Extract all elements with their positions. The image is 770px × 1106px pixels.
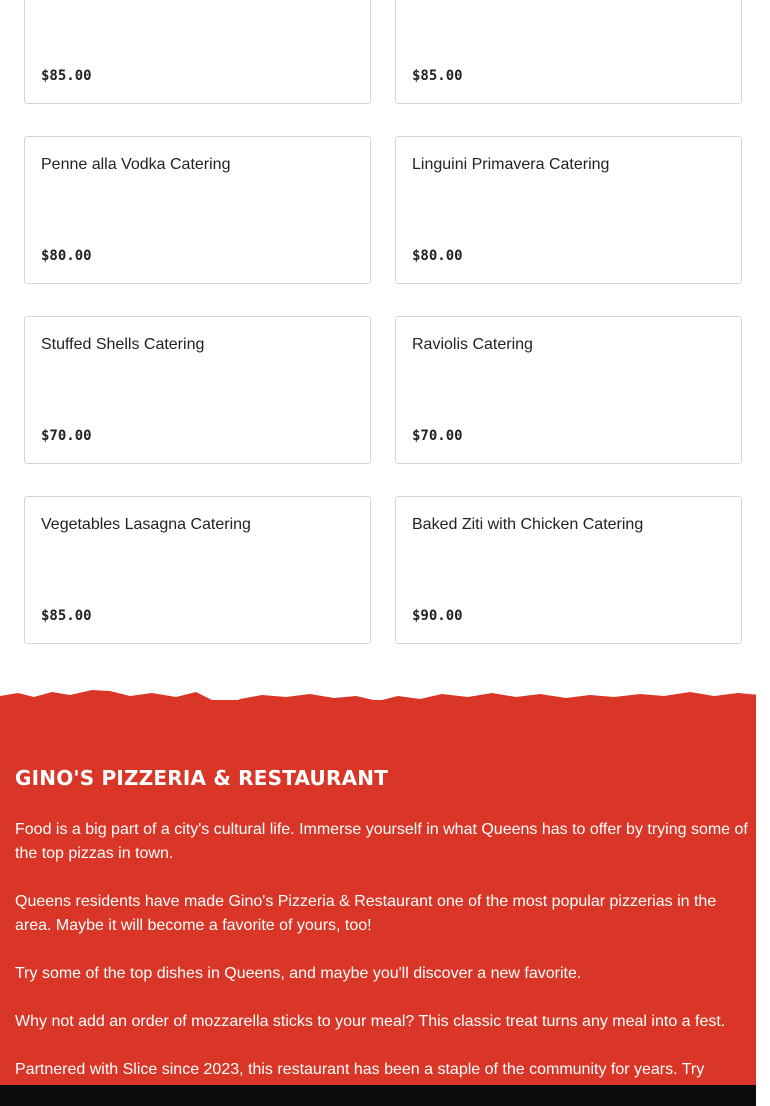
footer-paragraph: Food is a big part of a city's cultural life. Immerse yourself in what Queens has to offer by trying some of the top pizzas in town.	[15, 821, 748, 862]
page-right-edge	[756, 0, 770, 1106]
menu-item-card[interactable]	[24, 136, 371, 284]
bottom-bar	[0, 1085, 770, 1106]
menu-item-card[interactable]	[395, 136, 742, 284]
footer-paragraph: Why not add an order of mozzarella sticks to your meal? This classic treat turns any meal into a fest.	[15, 1013, 726, 1030]
menu-item-title: Penne alla Vodka Catering	[41, 156, 231, 173]
menu-item-title: Baked Ziti with Chicken Catering	[412, 516, 644, 533]
menu-item-price: $85.00	[41, 608, 92, 624]
menu-item-price: $70.00	[41, 428, 92, 444]
footer-title: GINO'S PIZZERIA & RESTAURANT	[15, 766, 389, 790]
footer-paragraph: Queens residents have made Gino's Pizzeria & Restaurant one of the most popular pizzerias in the area. Maybe it will become a favorite of yours, too!	[15, 893, 717, 934]
menu-grid	[24, 0, 746, 676]
menu-item-price: $90.00	[412, 608, 463, 624]
menu-row	[24, 0, 746, 104]
menu-item-card[interactable]	[395, 0, 742, 104]
menu-item-price: $80.00	[412, 248, 463, 264]
menu-item-price: $85.00	[412, 68, 463, 84]
menu-row	[24, 316, 746, 464]
menu-item-card[interactable]	[24, 0, 371, 104]
menu-item-card[interactable]	[24, 316, 371, 464]
torn-paper-edge	[0, 684, 770, 724]
menu-item-price: $80.00	[41, 248, 92, 264]
menu-item-title: Linguini Primavera Catering	[412, 156, 610, 173]
menu-item-card[interactable]	[24, 496, 371, 644]
menu-item-card[interactable]	[395, 316, 742, 464]
menu-item-price: $70.00	[412, 428, 463, 444]
menu-item-title: Vegetables Lasagna Catering	[41, 516, 251, 533]
menu-item-title: Stuffed Shells Catering	[41, 336, 205, 353]
menu-item-price: $85.00	[41, 68, 92, 84]
footer-paragraph: Try some of the top dishes in Queens, and maybe you'll discover a new favorite.	[15, 965, 582, 982]
menu-item-card[interactable]	[395, 496, 742, 644]
menu-row	[24, 496, 746, 644]
menu-item-title: Raviolis Catering	[412, 336, 533, 353]
menu-row	[24, 136, 746, 284]
footer-paragraph: Partnered with Slice since 2023, this restaurant has been a staple of the community for years. Try	[15, 1061, 705, 1078]
